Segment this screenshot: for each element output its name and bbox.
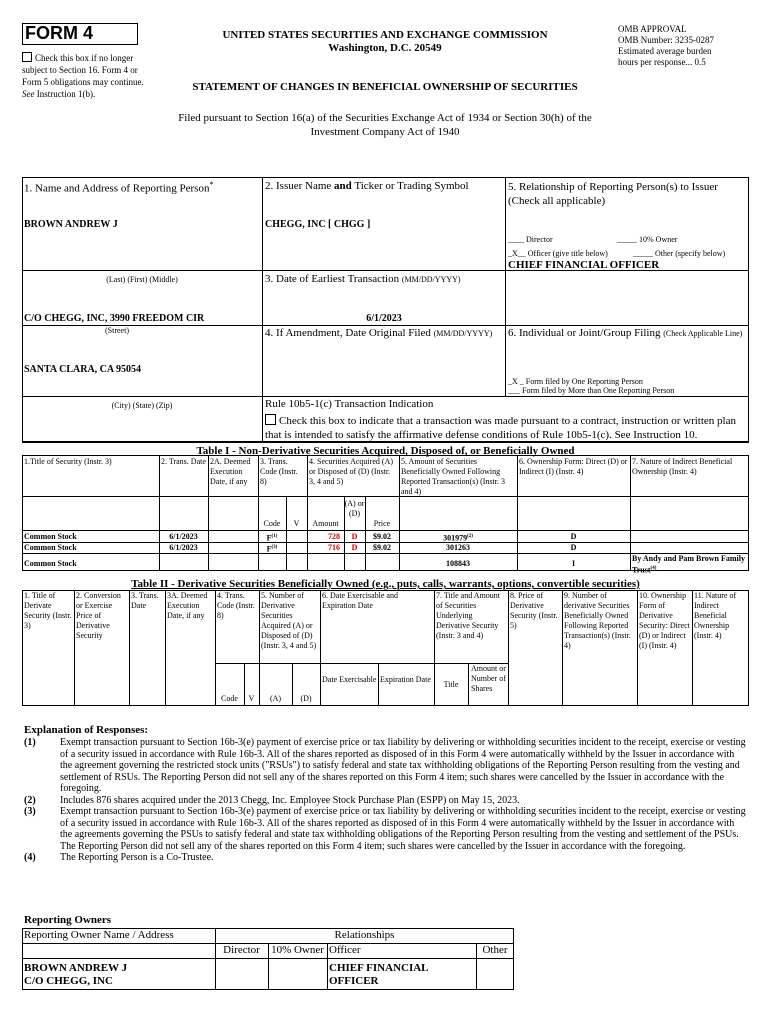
- t1-r1-owned: 301979$^{(2)}$: [443, 533, 473, 543]
- rule10b5-label: Rule 10b5-1(c) Transaction Indication: [265, 398, 434, 410]
- t2-sub-code: Code: [221, 694, 238, 703]
- officer-header: Officer: [329, 944, 361, 956]
- box2-label: 2. Issuer Name and Ticker or Trading Symbol: [265, 180, 469, 192]
- t1-h5: 5. Amount of Securities Beneficially Owned Following Reported Transaction(s) (Instr. 3 and 4): [401, 457, 505, 496]
- director-header: Director: [223, 944, 260, 956]
- t1-r2-price: $9.02: [373, 543, 391, 552]
- t1-r3-nature: By Andy and Pam Brown Family Trust$^{(4)}$: [632, 554, 745, 575]
- t1-r2-form: D: [570, 543, 577, 552]
- form-title: FORM 4: [25, 23, 94, 43]
- t1-sub-code: Code: [263, 519, 281, 528]
- explanation-list: [24, 737, 748, 864]
- no-longer-subject-checkbox[interactable]: [22, 52, 32, 62]
- t2-h9: 9. Number of derivative Securities Beneficially Owned Following Reported Transaction(s) (Instr. 4): [564, 591, 631, 650]
- t2-h11: 11. Nature of Indirect Beneficial Ownership (Instr. 4): [694, 591, 737, 640]
- box1-label: 1. Name and Address of Reporting Person*: [24, 180, 214, 195]
- t1-h1: 1.Title of Security (Instr. 3): [24, 457, 112, 466]
- table-row: Common Stock: [24, 559, 77, 568]
- t2-sub-title: Title: [443, 680, 459, 689]
- table-row: Common Stock: [24, 532, 77, 541]
- t1-r2-date: 6/1/2023: [169, 543, 198, 552]
- t2-h3: 3. Trans. Date: [131, 591, 159, 610]
- box6-label: 6. Individual or Joint/Group Filing (Check Applicable Line): [508, 327, 743, 339]
- box5-label: 5. Relationship of Reporting Person(s) to Issuer (Check all applicable): [508, 181, 718, 207]
- box3-label: 3. Date of Earliest Transaction (MM/DD/YYYY): [265, 273, 461, 285]
- t1-r1-amount: 728: [328, 532, 340, 541]
- t1-r2-amount: 716: [328, 543, 340, 552]
- relationships-header: Relationships: [334, 929, 395, 941]
- statement-title: STATEMENT OF CHANGES IN BENEFICIAL OWNERSHIP OF SECURITIES: [192, 81, 578, 93]
- t1-h6: 6. Ownership Form: Direct (D) or Indirect (I) (Instr. 4): [519, 457, 628, 476]
- t2-h6: 6. Date Exercisable and Expiration Date: [322, 591, 398, 610]
- issuer-name: CHEGG, INC [ CHGG ]: [265, 219, 371, 230]
- t2-sub-amount: Amount or Number of Shares: [471, 664, 506, 693]
- name-parts-label: (Last) (First) (Middle): [106, 275, 178, 284]
- owner-name-header: Reporting Owner Name / Address: [24, 929, 174, 941]
- t1-sub-price: Price: [373, 519, 391, 528]
- t2-sub-a: (A): [269, 694, 282, 703]
- other-header: Other: [482, 944, 508, 956]
- table-row: Common Stock: [24, 543, 77, 552]
- t1-h2: 2. Trans. Date: [161, 457, 206, 466]
- one-person-option: _X _ Form filed by One Reporting Person: [508, 377, 643, 386]
- other-option: _____ Other (specify below): [633, 249, 726, 258]
- t2-h4: 4. Trans. Code (Instr. 8): [217, 591, 255, 620]
- t1-r1-date: 6/1/2023: [169, 532, 198, 541]
- t2-h8: 8. Price of Derivative Security (Instr. 5): [510, 591, 558, 630]
- explanation-item: (4) The Reporting Person is a Co-Trustee.: [24, 852, 214, 863]
- t2-sub-v: V: [248, 694, 255, 703]
- t1-r3-owned: 108843: [446, 559, 470, 568]
- reporting-owners-heading: Reporting Owners: [24, 914, 112, 926]
- more-person-option: ___ Form filed by More than One Reporting Person: [508, 386, 675, 395]
- no-longer-subject-note: Check this box if no longer subject to Section 16. Form 4 or Form 5 obligations may continue. See Instruction 1(b).: [22, 53, 144, 99]
- explanation-item: (2) Includes 876 shares acquired under the 2013 Chegg, Inc. Employee Stock Purchase Plan (ESPP) on May 15, 2023.: [24, 794, 520, 806]
- t1-h4: 4. Securities Acquired (A) or Disposed of (D) (Instr. 3, 4 and 5): [309, 457, 393, 486]
- t2-h7: 7. Title and Amount of Securities Underlying Derivative Security (Instr. 3 and 4): [436, 591, 501, 640]
- tenpct-header: 10% Owner: [271, 944, 324, 956]
- t1-sub-v: V: [293, 519, 300, 528]
- t1-r2-aord: D: [351, 543, 358, 552]
- t1-h3: 3. Trans. Code (Instr. 8): [260, 457, 298, 486]
- city-label: (City) (State) (Zip): [111, 401, 173, 410]
- explanation-heading: Explanation of Responses:: [24, 724, 149, 736]
- street-value: C/O CHEGG, INC, 3990 FREEDOM CIR: [24, 313, 205, 324]
- tenpct-option: _____ 10% Owner: [617, 235, 678, 244]
- reporting-person-name: BROWN ANDREW J: [24, 219, 118, 230]
- t2-h3a: 3A. Deemed Execution Date, if any: [167, 591, 208, 620]
- table2-title: Table II - Derivative Securities Beneficially Owned (e.g., puts, calls, warrants, options, convertible securities): [131, 578, 640, 590]
- t2-sub-exp: Expiration Date: [380, 675, 431, 684]
- box4-label: 4. If Amendment, Date Original Filed (MM/DD/YYYY): [265, 327, 493, 339]
- earliest-transaction-date: 6/1/2023: [366, 313, 402, 324]
- t1-r1-aord: D: [351, 532, 358, 541]
- filed-pursuant-text: Filed pursuant to Section 16(a) of the Securities Exchange Act of 1934 or Section 30(h) of the Investment Company Act of 1940: [178, 112, 592, 138]
- t1-r1-price: $9.02: [373, 532, 391, 541]
- t1-h7: 7. Nature of Indirect Beneficial Ownership (Instr. 4): [632, 457, 733, 476]
- t1-sub-amount: Amount: [312, 519, 339, 528]
- agency-name: UNITED STATES SECURITIES AND EXCHANGE COMMISSION Washington, D.C. 20549: [222, 29, 548, 54]
- t1-r2-owned: 301263: [446, 543, 470, 552]
- explanation-item: (1) Exempt transaction pursuant to Section 16b-3(e) payment of exercise price or tax liability by delivering or withholding securities incident to the receipt, exercise or vesting of a security issued in accordance with Rule 16b-3. All of the shares reported as disposed of in this Form 4 were automatically withheld by the Issuer in accordance with the agreement governing the restricted stock units ("RSUs") to satisfy federal and state tax withholding obligations of the Reporting Person resulting from the vesting and settlement of RSUs. The Reporting Person did not sell any of the shares reported on this Form 4 item; such shares were cancelled by the Issuer in accordance with the foregoing.: [24, 737, 746, 794]
- owner-officer-title: CHIEF FINANCIAL OFFICER: [329, 962, 429, 987]
- t1-r3-form: I: [571, 559, 576, 568]
- t1-h2a: 2A. Deemed Execution Date, if any: [210, 457, 251, 486]
- t1-r2-code: $F^{(3)}$: [266, 544, 278, 554]
- t2-h10: 10. Ownership Form of Derivative Security: Direct (D) or Indirect (I) (Instr. 4): [639, 591, 690, 650]
- rule10b5-text: Check this box to indicate that a transaction was made pursuant to a contract, instruction or written plan that is intended to satisfy the affirmative defense conditions of Rule 10b5-1(c). See Instruction 10.: [265, 415, 736, 441]
- street-label: (Street): [105, 326, 129, 335]
- omb-approval: OMB APPROVAL OMB Number: 3235-0287 Estimated average burden hours per response... 0.5: [618, 24, 714, 67]
- rule10b5-checkbox[interactable]: [265, 414, 276, 425]
- city-value: SANTA CLARA, CA 95054: [24, 364, 142, 375]
- director-option: ____ Director: [508, 235, 553, 244]
- t1-r1-code: $F^{(1)}$: [266, 533, 278, 543]
- officer-option: _X__ Officer (give title below): [508, 249, 608, 258]
- t2-h1: 1. Title of Derivate Security (Instr. 3): [24, 591, 72, 630]
- officer-title: CHIEF FINANCIAL OFFICER: [508, 259, 660, 271]
- owner-name-address: BROWN ANDREW J C/O CHEGG, INC: [24, 962, 128, 987]
- explanation-item: (3) Exempt transaction pursuant to Section 16b-3(e) payment of exercise price or tax liability by delivering or withholding securities incident to the receipt, exercise or vesting of a security issued in accordance with Rule 16b-3. All of the shares reported as disposed of in this Form 4 were automatically withheld by the Issuer in accordance with the agreements governing the PSUs to satisfy federal and state tax withholding obligations of the Reporting Person resulting from the vesting and settlement of the PSUs. The Reporting Person did not sell any of the shares reported on this Form 4 item; such shares were cancelled by the Issuer in accordance with the foregoing.: [24, 806, 746, 852]
- t1-sub-aord: (A) or (D): [344, 499, 365, 518]
- table1-title: Table I - Non-Derivative Securities Acquired, Disposed of, or Beneficially Owned: [196, 445, 575, 457]
- t1-r1-form: D: [570, 532, 577, 541]
- t2-sub-d: (D): [300, 694, 312, 703]
- t2-h2: 2. Conversion or Exercise Price of Derivative Security: [76, 591, 121, 640]
- t2-sub-date-ex: Date Exercisable: [322, 675, 377, 684]
- t2-h5: 5. Number of Derivative Securities Acquired (A) or Disposed of (D) (Instr. 3, 4 and 5): [261, 591, 317, 650]
